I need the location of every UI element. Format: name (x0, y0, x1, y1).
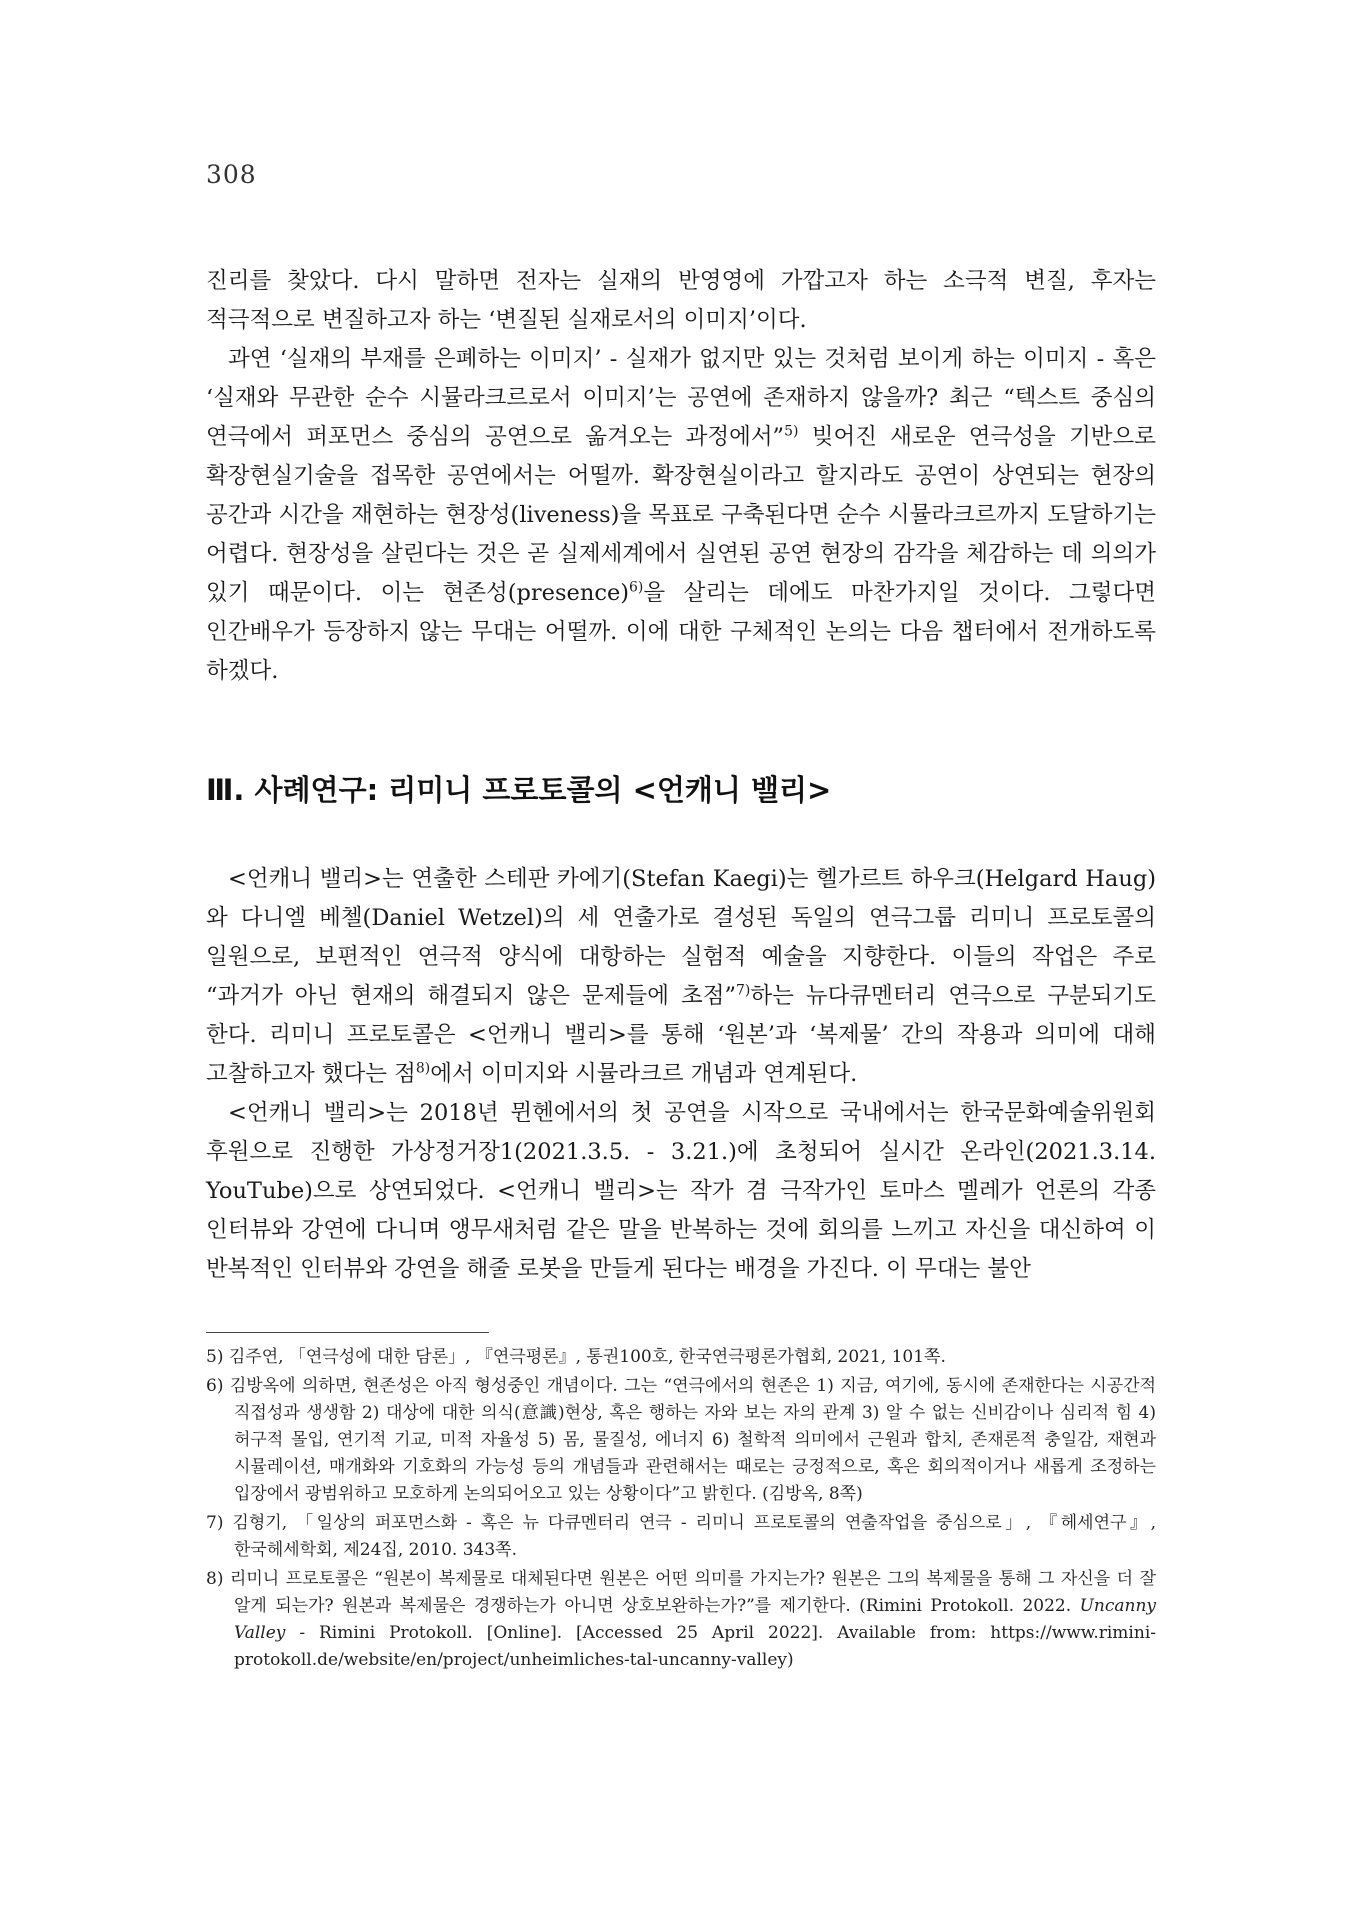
paragraph: <언캐니 밸리>는 2018년 뮌헨에서의 첫 공연을 시작으로 국내에서는 한국문화예술위원회 후원으로 진행한 가상정거장1(2021.3.5. - 3.21.)에 초청되어 실시간 온라인(2021.3.14. YouTube)으로 상연되었다. <언캐니 밸리>는 작가 겸 극작가인 토마스 멜레가 언론의 각종 인터뷰와 강연에 다니며 앵무새처럼 같은 말을 반복하는 것에 회의를 느끼고 자신을 대신하여 이 반복적인 인터뷰와 강연을 해줄 로봇을 만들게 된다는 배경을 가진다. 이 무대는 불안 (206, 1100, 1156, 1282)
paragraph (206, 860, 1156, 1094)
footnote-text: - Rimini Protokoll. [Online]. [Accessed 25 April 2022]. Available from: https://www.rimini-protokoll.de/website/en/project/unheimliches-tal-uncanny-valley) (234, 1623, 1156, 1670)
body-text-bottom (206, 860, 1156, 1289)
section-heading: Ⅲ. 사례연구: 리미니 프로토콜의 <언캐니 밸리> (206, 773, 832, 807)
footnote: 5) 김주연, 「연극성에 대한 담론」, 『연극평론』, 통권100호, 한국연극평론가협회, 2021, 101쪽. (206, 1347, 946, 1367)
paragraph-text: 에서 이미지와 시뮬라크르 개념과 연계된다. (430, 1061, 858, 1087)
paragraph: 진리를 찾았다. 다시 말하면 전자는 실재의 반영영에 가깝고자 하는 소극적 변질, 후자는 적극적으로 변질하고자 하는 ‘변질된 실재로서의 이미지’이다. (206, 268, 1156, 333)
paragraph-text: 하는 뉴다큐멘터리 연극으로 구분되기도 한다. 리미니 프로토콜은 <언캐니 밸리>를 통해 ‘원본’과 ‘복제물’ 간의 작용과 의미에 대해 고찰하고자 했다는 점 (206, 983, 1156, 1087)
paragraph (206, 340, 1156, 691)
footnote: 7) 김형기, 「일상의 퍼포먼스화 - 혹은 뉴 다큐멘터리 연극 - 리미니 프로토콜의 연출작업을 중심으로」, 『헤세연구』, 한국헤세학회, 제24집, 2010. 343쪽. (206, 1513, 1156, 1560)
paragraph-text: <언캐니 밸리>는 연출한 스테판 카에기(Stefan Kaegi)는 헬가르트 하우크(Helgard Haug)와 다니엘 베첼(Daniel Wetzel)의 세 연출가로 결성된 독일의 연극그룹 리미니 프로토콜의 일원으로, 보편적인 연극적 양식에 대항하는 실험적 예술을 지향한다. 이들의 작업은 주로 “과거가 아닌 현재의 해결되지 않은 문제들에 초점” (206, 866, 1156, 1009)
footnote-text: 8) 리미니 프로토콜은 “원본이 복제물로 대체된다면 원본은 어떤 의미를 가지는가? 원본은 그의 복제물을 통해 그 자신을 더 잘 알게 되는가? 원본과 복제물은 경쟁하는가 아니면 상호보완하는가?”를 제기한다. (Rimini Protokoll. 2022. (206, 1569, 1156, 1616)
footnote-title: Uncanny Valley (234, 1596, 1156, 1643)
footnote-divider (206, 1332, 489, 1333)
footnote-ref: 8) (415, 1060, 431, 1077)
footnote-ref: 5) (784, 423, 799, 440)
footnote (206, 1566, 1156, 1674)
paragraph-text: 빚어진 새로운 연극성을 기반으로 확장현실기술을 접목한 공연에서는 어떨까. 확장현실이라고 할지라도 공연이 상연되는 현장의 공간과 시간을 재현하는 현장성(liveness)을 목표로 구축된다면 순수 시뮬라크르까지 도달하기는 어렵다. 현장성을 살린다는 것은 곧 실제세계에서 실연된 공연 현장의 감각을 체감하는 데 의의가 있기 때문이다. 이는 현존성(presence) (206, 424, 1157, 606)
body-text-top (206, 262, 1156, 691)
paragraph-text: 을 살리는 데에도 마찬가지일 것이다. 그렇다면 인간배우가 등장하지 않는 무대는 어떨까. 이에 대한 구체적인 논의는 다음 챕터에서 전개하도록 하겠다. (206, 580, 1156, 684)
footnote-ref: 7) (736, 982, 751, 999)
footnote: 6) 김방옥에 의하면, 현존성은 아직 형성중인 개념이다. 그는 “연극에서의 현존은 1) 지금, 여기에, 동시에 존재한다는 시공간적 직접성과 생생함 2) 대상에 대한 의식(意識)현상, 혹은 행하는 자와 보는 자의 관계 3) 알 수 없는 신비감이나 심리적 힘 4) 허구적 몰입, 연기적 기교, 미적 자율성 5) 몸, 물질성, 에너지 6) 철학적 의미에서 근원과 합치, 존재론적 충일감, 재현과 시뮬레이션, 매개화와 기호화의 가능성 등의 개념들과 관련해서는 때로는 긍정적으로, 혹은 회의적이거나 새롭게 조정하는 입장에서 광범위하고 모호하게 논의되어오고 있는 상황이다”고 밝힌다. (김방옥, 8쪽) (206, 1376, 1156, 1504)
footnotes (206, 1344, 1156, 1676)
page-number: 308 (206, 160, 257, 189)
paragraph-text: 과연 ‘실재의 부재를 은폐하는 이미지’ - 실재가 없지만 있는 것처럼 보이게 하는 이미지 - 혹은 ‘실재와 무관한 순수 시뮬라크르로서 이미지’는 공연에 존재하지 않을까? 최근 “텍스트 중심의 연극에서 퍼포먼스 중심의 공연으로 옮겨오는 과정에서” (206, 346, 1156, 450)
footnote-ref: 6) (629, 579, 644, 596)
